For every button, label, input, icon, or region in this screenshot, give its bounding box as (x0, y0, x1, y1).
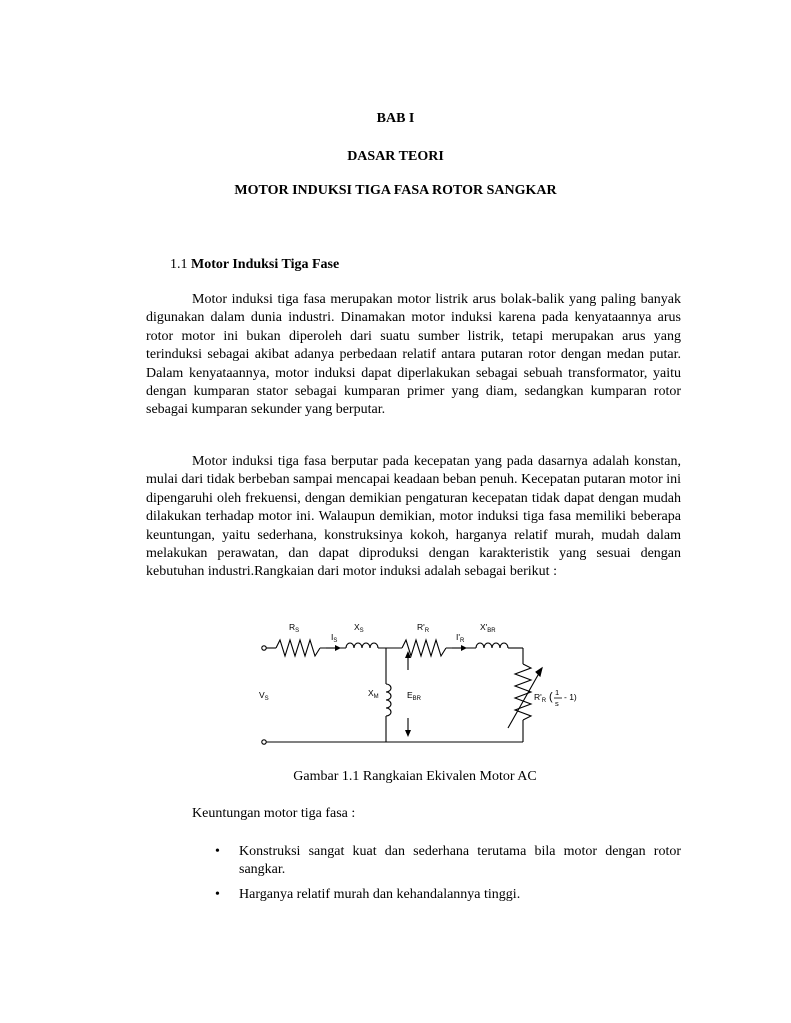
advantages-list (212, 843, 681, 910)
paragraph-1 (146, 291, 681, 420)
xbr-sub: BR (487, 628, 496, 634)
ebr-sub: BR (412, 696, 422, 702)
xbr-label: X' (480, 622, 488, 632)
svg-text:XS (354, 622, 364, 634)
section-heading (170, 257, 339, 273)
paragraph-1-text: Motor induksi tiga fasa merupakan motor listrik arus bolak-balik yang paling banyak digunakan dalam dunia industri. Dinamakan motor induksi karena pada kenyataannya arus rotor motor ini bukan diperoleh dari suatu sumber listrik, tetapi merupakan arus yang terinduksi sebagai akibat adanya perbedaan relatif antara putaran rotor dengan medan putar. Dalam kenyataannya, motor induksi dapat diperlakukan sebagai sebuah transformator, yaitu dengan kumparan stator sebagai kumparan primer yang diam, sedangkan kumparan rotor sebagai kumparan sekunder yang berputar. (146, 292, 681, 418)
xs-label: X (354, 622, 360, 632)
paragraph-2-text: Motor induksi tiga fasa berputar pada kecepatan yang pada dasarnya adalah konstan, mulai dari tidak berbeban sampai mencapai keadaan beban penuh. Kecepatan putaran motor ini dipengaruhi oleh frekuensi, dengan demikian pengaturan kecepatan tidak dapat dengan mudah dilakukan terhadap motor ini. Walaupun demikian, motor induksi tiga fasa memiliki beberapa keuntungan, yaitu sederhana, konstruksinya kokoh, harganya relatif murah, mudah dalam melakukan perawatan, dan dapat diproduksi dengan karakteristik yang sesuai dengan kebutuhan industri.Rangkaian dari motor induksi adalah sebagai berikut : (146, 454, 681, 580)
xm-sub: M (373, 694, 379, 700)
chapter-subtitle: MOTOR INDUKSI TIGA FASA ROTOR SANGKAR (234, 183, 557, 198)
figure-caption: Gambar 1.1 Rangkaian Ekivalen Motor AC (293, 769, 537, 784)
rload-sub: R (541, 698, 547, 704)
svg-text:XM (368, 688, 379, 700)
svg-text:R'R (534, 692, 547, 704)
equivalent-circuit-figure (240, 610, 600, 755)
rr-label: R' (417, 622, 425, 632)
vs-sub: S (264, 696, 269, 702)
advantages-heading: Keuntungan motor tiga fasa : (192, 806, 356, 821)
rr-sub: R (424, 628, 430, 634)
vs-label: V (259, 690, 265, 700)
minus-one: - 1) (564, 692, 577, 702)
section-number: 1.1 (170, 257, 188, 272)
bullet-icon: • (215, 844, 220, 859)
section-title: Motor Induksi Tiga Fase (191, 257, 340, 272)
list-item: • Harganya relatif murah dan kehandalannya tinggi. (212, 886, 681, 904)
paragraph-2 (146, 453, 681, 582)
rs-sub: S (295, 628, 300, 634)
chapter-title: DASAR TEORI (347, 149, 444, 164)
frac-den: s (555, 699, 559, 708)
is-label: I (331, 632, 334, 642)
frac-num: 1 (555, 688, 560, 697)
svg-text:EBR (407, 690, 422, 702)
chapter-label: BAB I (376, 111, 415, 126)
list-item: • Konstruksi sangat kuat dan sederhana terutama bila motor dengan rotor sangkar. (215, 844, 681, 878)
ir-sub: R (459, 638, 465, 644)
rload-label: R' (534, 692, 542, 702)
ir-label: I' (456, 632, 460, 642)
xs-sub: S (359, 628, 364, 634)
bullet-icon: • (215, 886, 220, 902)
is-sub: S (333, 638, 338, 644)
svg-text:VS (259, 690, 269, 702)
svg-text:(: ( (549, 691, 553, 703)
svg-text:I'R (456, 632, 465, 644)
rs-label: R (289, 622, 296, 632)
svg-text:X'BR (480, 622, 496, 634)
xm-label: X (368, 688, 374, 698)
svg-text:R'R (417, 622, 430, 634)
svg-text:IS (331, 632, 337, 644)
ebr-label: E (407, 690, 413, 700)
svg-text:RS (289, 622, 299, 634)
